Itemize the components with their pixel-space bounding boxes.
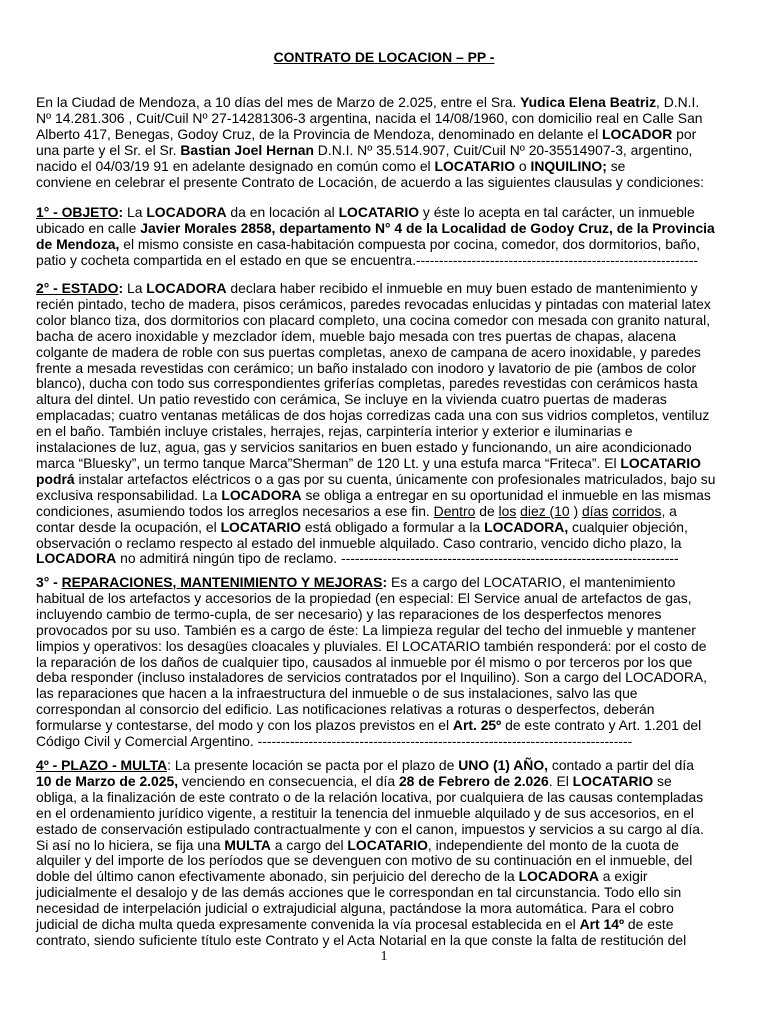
text-line [36, 313, 744, 329]
text-run: judicial de dicha multa queda expresamente convenida la vía procesal establecida en el [36, 916, 580, 933]
text-line [36, 237, 744, 253]
text-run: está obligado a formular a la [301, 518, 485, 535]
text-run: observación o reclamo respecto al estado del inmueble alquilado. Caso contrario, vencido dicho plazo, la [36, 534, 682, 551]
text-line [36, 758, 744, 774]
text-run: 1° - OBJETO [36, 204, 119, 220]
text-run: Código Civil y Comercial Argentino. --------------------------------------------------------------------------------- [36, 733, 633, 750]
text-run: LOCATARIO [434, 157, 516, 174]
text-run: LOCADORA [221, 486, 302, 503]
text-run: blanco), ducha con todo sus correspondientes griferías completas, paredes revestidas con cerámicos hasta [36, 375, 698, 392]
clause-4-plazo-multa [36, 758, 744, 949]
text-run: el mismo consiste en casa-habitación compuesta por cocina, comedor, dos dormitorios, baño, [119, 235, 700, 252]
text-line [36, 917, 744, 933]
text-run: se [653, 772, 672, 789]
text-run: judicialmente el desalojo y de las demás acciones que le correspondan en tal circunstancia. Todo ello sin [36, 884, 682, 901]
text-run: declara haber recibido el inmueble en muy buen estado de mantenimiento y [226, 280, 698, 296]
text-run: se [606, 157, 626, 174]
text-run: color blanco tiza, dos dormitorios con placard completo, una cocina comedor con mesada con granito natural, [36, 311, 711, 328]
text-run: emplacadas; cuatro ventanas metálicas de dos hojas corredizas cada una con sus vidrios completos, ventiluz [36, 407, 710, 424]
text-run: , D.N.I. [656, 94, 700, 110]
text-line [36, 95, 744, 111]
text-run: Bastian Joel Hernan [180, 141, 314, 158]
text-run: no admitirá ningún tipo de reclamo. ------------------------------------------------------------------------- [116, 550, 679, 567]
text-line [36, 885, 744, 901]
text-run: contado a partir del día [548, 757, 694, 773]
text-run: : [118, 280, 124, 296]
text-run: nacido el 04/03/19 91 en adelante designado en común como el [36, 157, 435, 174]
text-run: 4º - PLAZO - MULTA [36, 757, 168, 773]
text-run: INQUILINO; [530, 157, 607, 174]
text-line [36, 361, 744, 377]
text-run: formularse y contestarse, del modo y con los plazos previstos en el [36, 717, 453, 734]
text-line [36, 175, 744, 191]
text-run: : [118, 204, 124, 220]
text-line [36, 551, 744, 567]
text-line [36, 424, 744, 440]
text-run: necesidad de interpelación judicial o extrajudicial alguna, pactándose la mora automática. Para el cobro [36, 900, 674, 917]
text-run: bacha de acero inoxidable y mezclador ídem, mueble bajo mesada con tres puertas de chapas, alacena [36, 327, 677, 344]
text-line [36, 440, 744, 456]
text-run: 3° - [36, 574, 62, 590]
text-run: LOCADORA, [484, 518, 569, 535]
text-run: días [581, 502, 609, 519]
clause-3-reparaciones [36, 575, 744, 750]
text-run: recién pintado, techo de madera, pisos cerámicos, paredes revocadas enlucidas y pintadas con material latex [36, 295, 711, 312]
text-run: LOCATARIO [220, 518, 302, 535]
text-run: LOCATARIO [620, 454, 701, 471]
text-run: la reparación de los daños de cualquier tipo, causados al inmueble por él mismo o por terceros por los que [36, 653, 693, 670]
text-run: 10 de Marzo de 2.025, [36, 772, 179, 789]
text-line [36, 392, 744, 408]
text-line [36, 790, 744, 806]
text-run: contar desde la ocupación, el [36, 518, 221, 535]
text-run: contrato, siendo suficiente título este Contrato y el Acta Notarial en la que conste la falta de restitución del [36, 931, 687, 948]
text-run: instalaciones de luz, agua, gas y servicios sanitarios en buen estado y funcionando, un aire acondicionado [36, 439, 692, 456]
text-run: : [382, 574, 388, 590]
text-line [36, 281, 744, 297]
text-run: por [672, 125, 697, 142]
text-line [36, 822, 744, 838]
text-run: Es a cargo del LOCATARIO, el mantenimiento [387, 574, 676, 590]
text-run: LOCATARIO [347, 836, 428, 853]
page-number: 1 [380, 949, 388, 964]
text-run: LOCADORA [146, 280, 227, 296]
text-line [36, 623, 744, 639]
text-run: de este contrato y Art. 1.201 del [501, 717, 702, 734]
text-run: exclusiva responsabilidad. La [36, 486, 222, 503]
clause-2-estado [36, 281, 744, 567]
text-run: LOCADORA [518, 868, 599, 885]
text-run: habitual de los artefactos y accesorios de la propiedad (en especial: El Service anual de artefactos de gas, [36, 589, 692, 606]
clause-1-objeto [36, 205, 744, 269]
text-run: 28 de Febrero de 2.026 [398, 772, 549, 789]
text-run: de este [624, 916, 674, 933]
text-run: provocados por su uso. También es a cargo de éste: La limpieza regular del techo del inmueble y mantener [36, 621, 696, 638]
text-line [36, 329, 744, 345]
text-run: Nº 14.281.306 , Cuit/Cuil Nº 27-14281306-3 argentina, nacida el 14/08/1960, con domicilio real en Calle San [36, 109, 703, 126]
text-line [36, 670, 744, 686]
text-line [36, 472, 744, 488]
text-run: corridos [612, 502, 662, 519]
text-line [36, 376, 744, 392]
text-run: , a [661, 502, 677, 519]
text-line [36, 488, 744, 504]
text-line [36, 838, 744, 854]
text-run: LOCATARIO [338, 204, 420, 220]
text-line [36, 205, 744, 221]
text-run: LOCADORA [146, 204, 227, 220]
text-line [36, 575, 744, 591]
text-run: condiciones, asumiendo todos los arreglos necesarios a ese fin. [36, 502, 434, 519]
text-run: alquiler y del importe de los períodos que se devenguen con motivo de su continuación en el inmueble, del [36, 852, 693, 869]
text-run: LOCADORA [36, 550, 117, 567]
text-line [36, 520, 744, 536]
text-run: deba responder (incluso instaladores de servicios contratados por el Inquilino). Son a cargo del LOCADORA, [36, 669, 707, 686]
text-run: o [515, 157, 531, 174]
text-run: Alberto 417, Benegas, Godoy Cruz, de la Provincia de Mendoza, denominado en delante el [36, 125, 603, 142]
text-run: frente a mesada revestidas con cerámico; un baño instalado con inodoro y lavatorio de pie (ambos de color [36, 359, 697, 376]
text-run: , independiente del monto de la cuota de [427, 836, 679, 853]
text-run: ) [573, 502, 579, 519]
text-line [36, 111, 744, 127]
text-run: marca “Bluesky”, un termo tanque Marca”Sherman” de 120 Lt. y una estufa marca “Friteca”. El [36, 454, 621, 471]
text-run: En la Ciudad de Mendoza, a 10 días del mes de Marzo de 2.025, entre el Sra. [36, 94, 521, 110]
text-run: una parte y el Sr. el Sr. [36, 141, 181, 158]
text-run: los [498, 502, 517, 519]
text-run: Javier Morales 2858, departamento N° 4 de la Localidad de Godoy Cruz, de la Provincia [140, 219, 715, 236]
text-line [36, 901, 744, 917]
text-run: doble del último canon efectivamente abonado, sin perjuicio del derecho de la [36, 868, 519, 885]
text-run: Si así no lo hiciera, se fija una [36, 836, 225, 853]
text-run: en el baño. También incluye cristales, herrajes, rejas, carpintería interior y exterior e iluminarias e [36, 423, 633, 440]
text-run: a exigir [598, 868, 648, 885]
text-run: las reparaciones que hacen a la infraestructura del inmueble o de sus instalaciones, salvo las que [36, 685, 638, 702]
text-line [36, 933, 744, 949]
text-run: . El [548, 772, 573, 789]
text-line [36, 143, 744, 159]
text-run: LOCATARIO [572, 772, 654, 789]
text-run: diez (10 [520, 502, 570, 519]
text-run: correspondan al consorcio del edificio. Las notificaciones relativas a roturas o desperfectos, deberán [36, 701, 655, 718]
text-run: D.N.I. Nº 35.514.907, Cuit/Cuil Nº 20-35514907-3, argentino, [313, 141, 693, 158]
text-run: instalar artefactos eléctricos o a gas por su cuenta, únicamente con profesionales matriculados, bajo su [74, 470, 716, 487]
text-line [36, 774, 744, 790]
text-run: venciendo en consecuencia, el día [178, 772, 399, 789]
text-run: de [475, 502, 499, 519]
text-run: Yudica Elena Beatriz [520, 94, 657, 110]
text-line [36, 345, 744, 361]
text-line [36, 253, 744, 269]
text-line [36, 853, 744, 869]
text-line [36, 806, 744, 822]
text-run: REPARACIONES, MANTENIMIENTO Y MEJORAS [61, 574, 383, 590]
text-run: MULTA [224, 836, 271, 853]
text-run: estado de conservación estipulado contractualmente y con el canon, impuestos y servicios a su cargo al día. [36, 820, 704, 837]
text-line [36, 702, 744, 718]
text-run: La [123, 204, 147, 220]
text-run: limpios y operativos: los desagües cloacales y pluviales. El LOCATARIO también responderá: por el costo de [36, 637, 707, 654]
text-line [36, 297, 744, 313]
text-line [36, 536, 744, 552]
text-line [36, 639, 744, 655]
text-run: Art 14º [579, 916, 625, 933]
text-line [36, 591, 744, 607]
text-line [36, 718, 744, 734]
text-run: Dentro [433, 502, 476, 519]
text-run: LOCADOR [602, 125, 673, 142]
text-line [36, 127, 744, 143]
text-run: 2° - ESTADO [36, 280, 119, 296]
text-run: se obliga a entregar en su oportunidad el inmueble en las mismas [301, 486, 711, 503]
text-run: La [123, 280, 147, 296]
text-run: de Mendoza, [36, 235, 120, 252]
text-run: conviene en celebrar el presente Contrato de Locación, de acuerdo a las siguientes clausulas y condiciones: [36, 173, 704, 190]
text-run: patio y cocheta compartida en el estado en que se encuentra.------------------------------------------------------------- [36, 251, 699, 268]
text-run: colgante de madera de roble con sus puertas completas, anexo de campana de acero inoxidable, y paredes [36, 343, 701, 360]
text-run: UNO (1) AÑO, [458, 757, 549, 773]
text-line [36, 655, 744, 671]
text-line [36, 734, 744, 750]
text-run: podrá [36, 470, 75, 487]
text-run: altura del dintel. Un patio revestido con cerámica, Se incluye en la vivienda cuatro puertas de maderas [36, 391, 667, 408]
text-run: y éste lo acepta en tal carácter, un inmueble [419, 204, 695, 220]
text-run: obliga, a la finalización de este contrato o de la relación locativa, por cualquiera de las causas contempladas [36, 788, 704, 805]
text-line [36, 686, 744, 702]
text-line [36, 221, 744, 237]
text-run: : La presente locación se pacta por el plazo de [167, 757, 459, 773]
text-line [36, 159, 744, 175]
document-title: CONTRATO DE LOCACION – PP - [273, 49, 495, 65]
text-line [36, 456, 744, 472]
text-run: en el ordenamiento jurídico vigente, a restituir la tenencia del inmueble alquilado y de sus accesorios, en el [36, 804, 694, 821]
text-run: Art. 25º [452, 717, 502, 734]
text-run: da en locación al [226, 204, 339, 220]
paragraph-intro [36, 95, 744, 190]
text-run: a cargo del [270, 836, 348, 853]
text-run: incluyendo cambio de termo-cupla, de ser necesario) y las reparaciones de los desperfectos menores [36, 605, 662, 622]
text-line [36, 869, 744, 885]
text-line [36, 408, 744, 424]
text-line [36, 607, 744, 623]
text-run: cualquier objeción, [568, 518, 688, 535]
text-line [36, 504, 744, 520]
text-run: ubicado en calle [36, 219, 141, 236]
